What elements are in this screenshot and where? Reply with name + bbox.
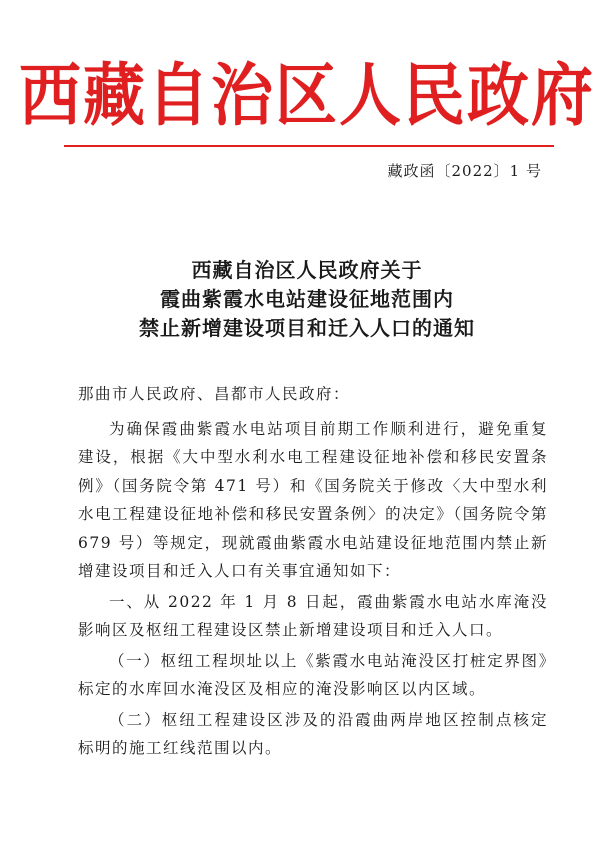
- document-body: [78, 380, 548, 763]
- document-number: 藏政函〔2022〕1 号: [387, 162, 542, 180]
- salutation: 那曲市人民政府、昌都市人民政府：: [78, 385, 351, 403]
- masthead-title: 西藏自治区人民政府: [18, 55, 595, 136]
- title-line-3: 禁止新增建设项目和迁入人口的通知: [139, 316, 475, 340]
- masthead-red-rule: [64, 145, 554, 147]
- title-line-2: 霞曲紫霞水电站建设征地范围内: [160, 287, 454, 311]
- paragraph-item-1-sub-2: （二）枢纽工程建设区涉及的沿霞曲两岸地区控制点核定标明的施工红线范围以内。: [78, 710, 548, 757]
- paragraph-intro: 为确保霞曲紫霞水电站项目前期工作顺利进行，避免重复建设，根据《大中型水利水电工程建设征地补偿和移民安置条例》（国务院令第 471 号）和《国务院关于修改〈大中型水利水电工程建设征地补偿和移民安置条例〉的决定》（国务院令第 679 号）等规定，现就霞曲紫霞水电站建设征地范围内禁止新增建设项目和迁入人口有关事宜通知如下：: [78, 419, 548, 580]
- title-line-1: 西藏自治区人民政府关于: [191, 258, 423, 282]
- paragraph-item-1: 一、从 2022 年 1 月 8 日起，霞曲紫霞水电站水库淹没影响区及枢纽工程建设区禁止新增建设项目和迁入人口。: [78, 592, 548, 639]
- document-title: [0, 256, 614, 343]
- paragraph-item-1-sub-1: （一）枢纽工程坝址以上《紫霞水电站淹没区打桩定界图》标定的水库回水淹没区及相应的淹没影响区以内区域。: [78, 651, 548, 698]
